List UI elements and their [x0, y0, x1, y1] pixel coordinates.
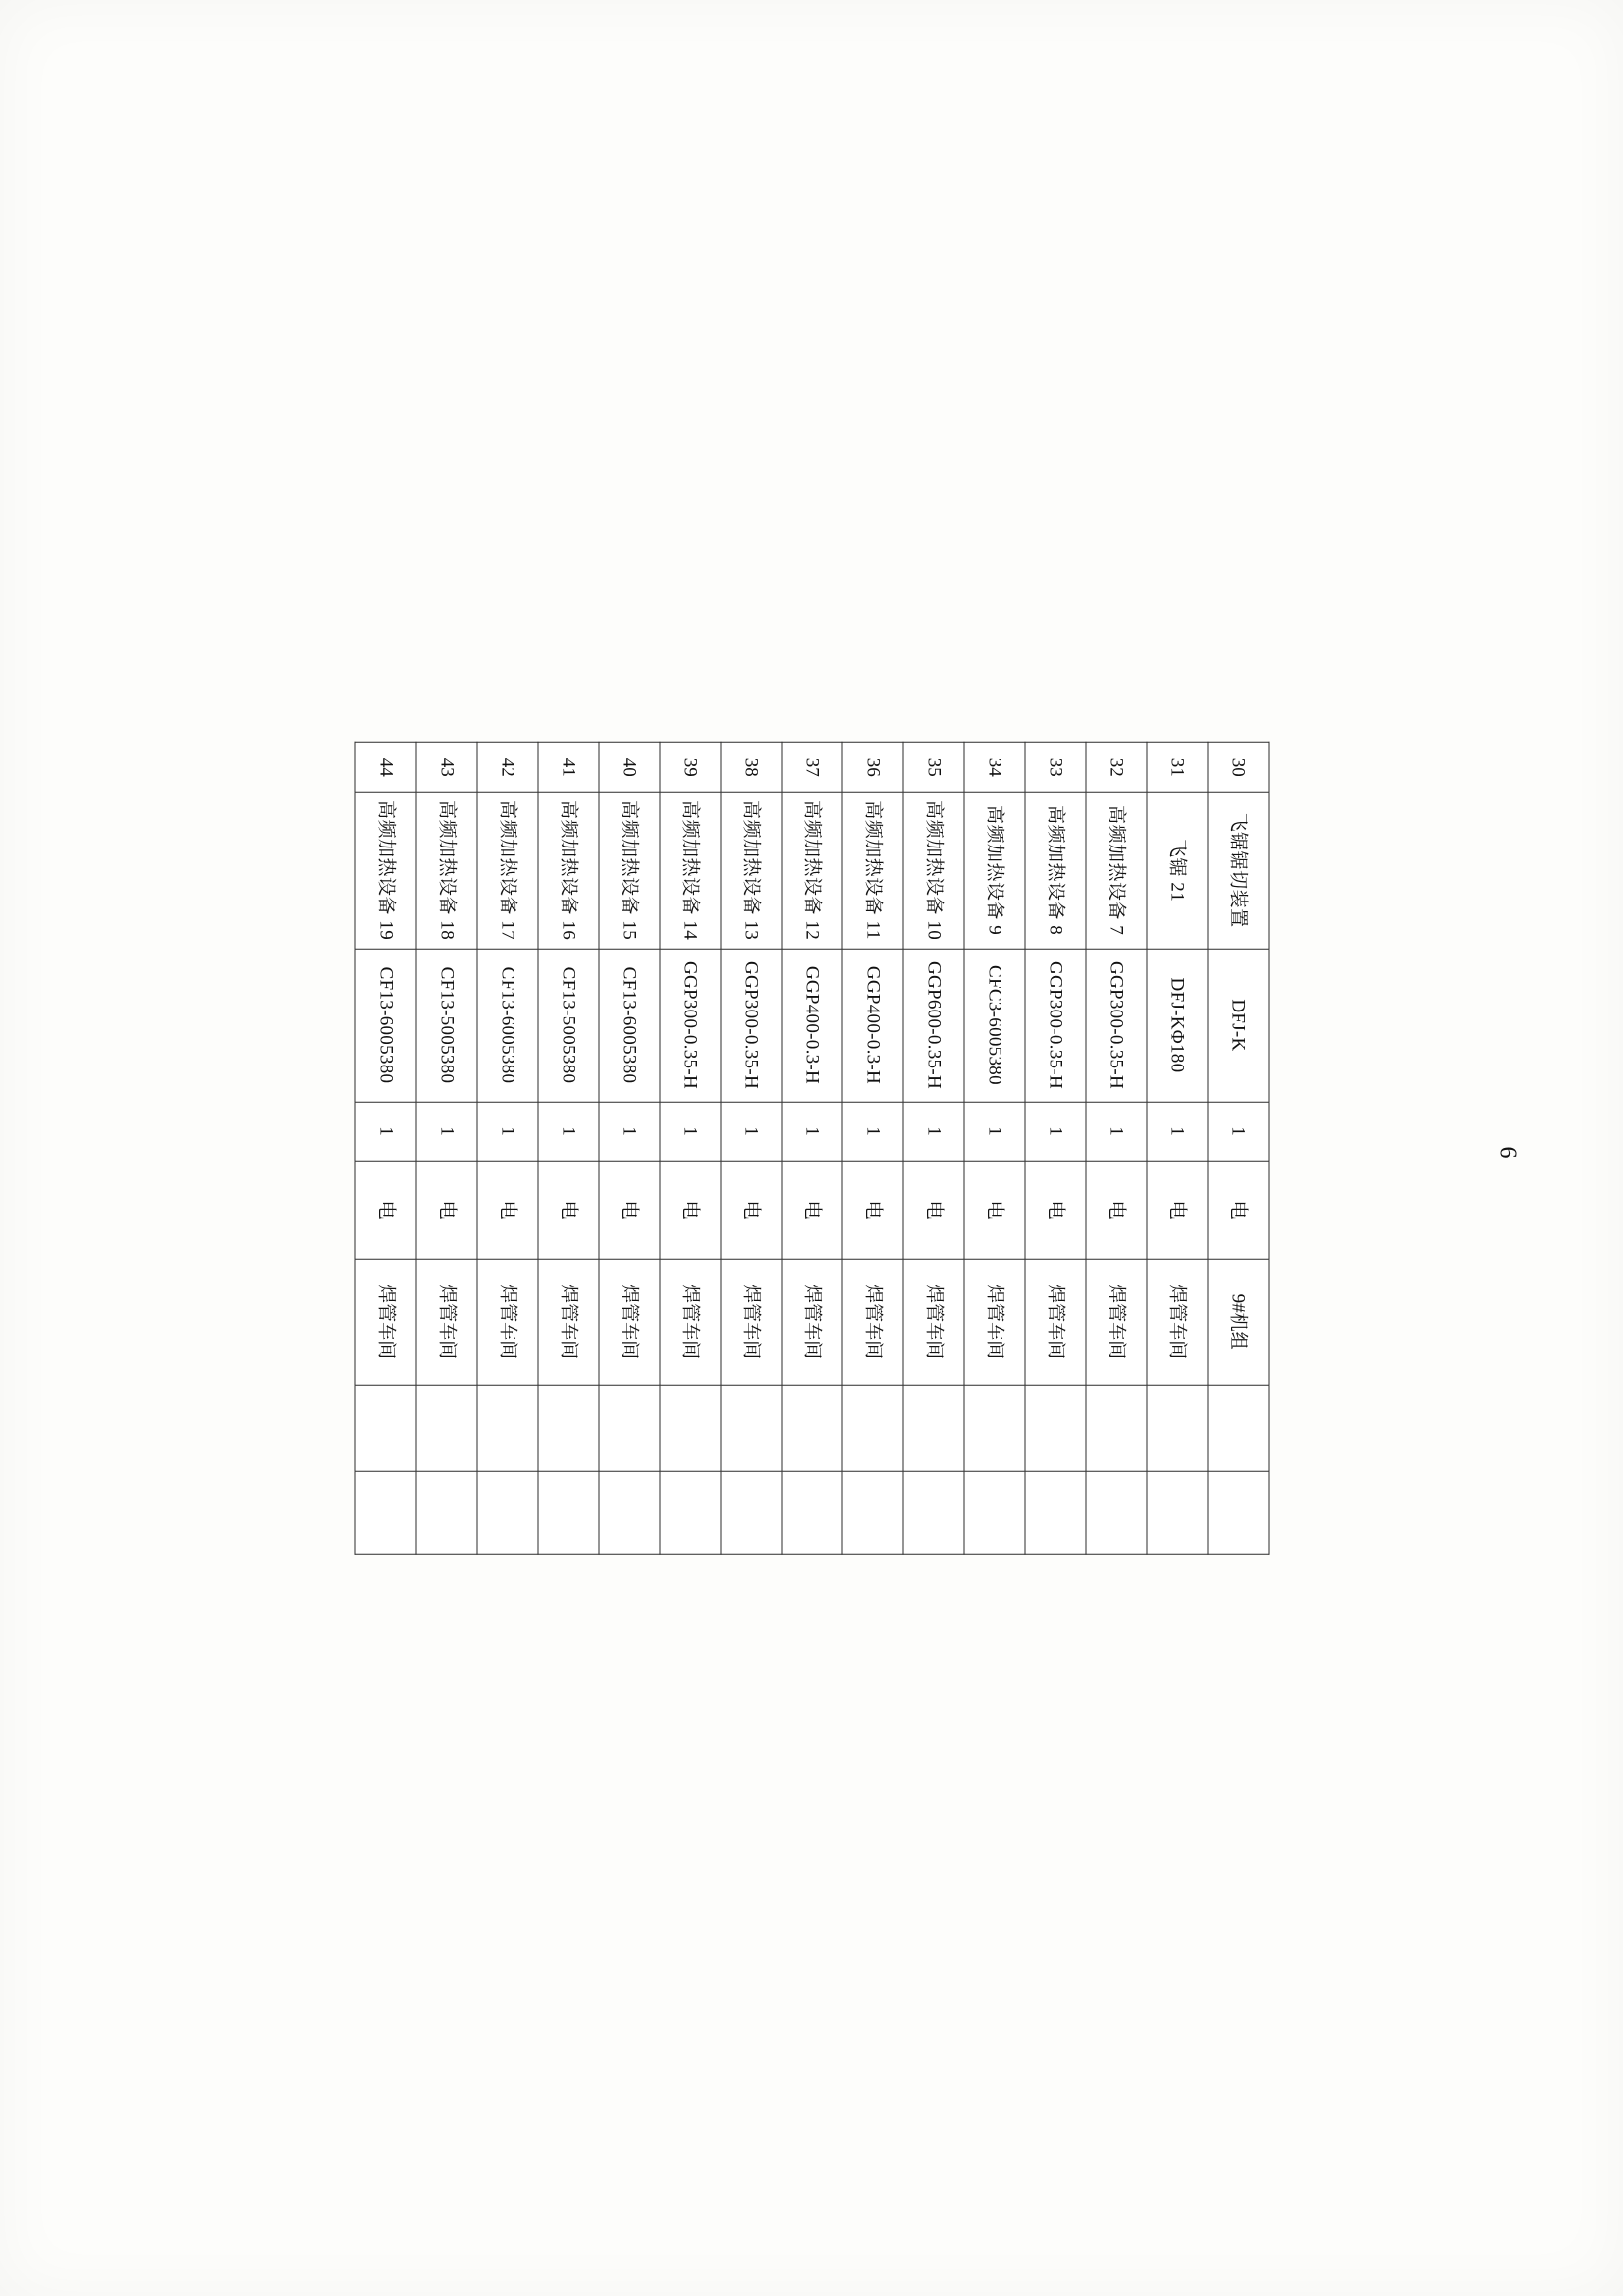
table-cell-location: 焊管车间	[842, 1259, 903, 1385]
table-cell-model: CF13-6005380	[355, 949, 416, 1102]
table-cell-quantity: 1	[782, 1102, 842, 1161]
table-cell-quantity: 1	[842, 1102, 903, 1161]
table-cell-blank-2	[721, 1471, 782, 1554]
table-cell-model: GGP400-0.3-H	[842, 949, 903, 1102]
table-cell-model: CF13-6005380	[477, 949, 538, 1102]
table-cell-model: CF13-6005380	[599, 949, 660, 1102]
table-cell-model: GGP600-0.35-H	[903, 949, 964, 1102]
table-row	[842, 742, 903, 1554]
table-cell-blank-2	[842, 1471, 903, 1554]
table-cell-location: 焊管车间	[1086, 1259, 1147, 1385]
table-cell-blank-1	[660, 1385, 721, 1471]
table-cell-blank-2	[355, 1471, 416, 1554]
table-cell-blank-1	[964, 1385, 1025, 1471]
table-cell-model: DFJ-K	[1208, 949, 1269, 1102]
table-row	[416, 742, 477, 1554]
table-cell-serial: 43	[416, 742, 477, 792]
table-cell-energy-type: 电	[903, 1161, 964, 1259]
table-cell-energy-type: 电	[1208, 1161, 1269, 1259]
table-cell-serial: 32	[1086, 742, 1147, 792]
table-cell-location: 焊管车间	[1025, 1259, 1086, 1385]
table-cell-energy-type: 电	[842, 1161, 903, 1259]
table-cell-energy-type: 电	[1025, 1161, 1086, 1259]
rotated-table-wrapper	[354, 742, 1269, 1555]
table-cell-serial: 30	[1208, 742, 1269, 792]
table-cell-equipment-name: 高频加热设备 8	[1025, 792, 1086, 949]
table-cell-blank-1	[477, 1385, 538, 1471]
table-cell-blank-2	[1025, 1471, 1086, 1554]
table-cell-model: GGP300-0.35-H	[1086, 949, 1147, 1102]
table-cell-blank-1	[1208, 1385, 1269, 1471]
table-cell-location: 焊管车间	[782, 1259, 842, 1385]
table-cell-blank-2	[903, 1471, 964, 1554]
table-cell-energy-type: 电	[660, 1161, 721, 1259]
table-cell-equipment-name: 高频加热设备 18	[416, 792, 477, 949]
table-cell-energy-type: 电	[599, 1161, 660, 1259]
table-cell-blank-1	[903, 1385, 964, 1471]
table-cell-equipment-name: 高频加热设备 15	[599, 792, 660, 949]
table-row	[1086, 742, 1147, 1554]
table-row	[355, 742, 416, 1554]
table-cell-equipment-name: 高频加热设备 16	[538, 792, 599, 949]
table-cell-blank-2	[416, 1471, 477, 1554]
table-cell-energy-type: 电	[1086, 1161, 1147, 1259]
table-cell-equipment-name: 高频加热设备 19	[355, 792, 416, 949]
table-cell-quantity: 1	[721, 1102, 782, 1161]
page-number: 6	[1494, 1146, 1521, 1159]
table-cell-blank-2	[964, 1471, 1025, 1554]
table-cell-blank-1	[416, 1385, 477, 1471]
table-cell-blank-1	[842, 1385, 903, 1471]
table-cell-equipment-name: 飞锯锯切装置	[1208, 792, 1269, 949]
table-cell-model: GGP300-0.35-H	[660, 949, 721, 1102]
table-cell-equipment-name: 高频加热设备 9	[964, 792, 1025, 949]
table-cell-location: 焊管车间	[721, 1259, 782, 1385]
table-cell-quantity: 1	[477, 1102, 538, 1161]
table-cell-quantity: 1	[903, 1102, 964, 1161]
table-cell-blank-1	[1147, 1385, 1208, 1471]
table-cell-location: 焊管车间	[477, 1259, 538, 1385]
table-cell-serial: 35	[903, 742, 964, 792]
table-cell-energy-type: 电	[721, 1161, 782, 1259]
table-cell-serial: 34	[964, 742, 1025, 792]
table-row	[1147, 742, 1208, 1554]
table-cell-energy-type: 电	[355, 1161, 416, 1259]
table-cell-serial: 39	[660, 742, 721, 792]
table-cell-blank-1	[721, 1385, 782, 1471]
table-cell-equipment-name: 高频加热设备 17	[477, 792, 538, 949]
table-cell-blank-1	[355, 1385, 416, 1471]
table-cell-quantity: 1	[355, 1102, 416, 1161]
table-cell-location: 焊管车间	[1147, 1259, 1208, 1385]
table-cell-energy-type: 电	[964, 1161, 1025, 1259]
table-row	[1208, 742, 1269, 1554]
table-cell-blank-2	[599, 1471, 660, 1554]
table-row	[1025, 742, 1086, 1554]
table-cell-equipment-name: 高频加热设备 10	[903, 792, 964, 949]
table-cell-energy-type: 电	[782, 1161, 842, 1259]
table-cell-model: GGP300-0.35-H	[721, 949, 782, 1102]
table-cell-blank-2	[660, 1471, 721, 1554]
table-cell-energy-type: 电	[1147, 1161, 1208, 1259]
table-cell-serial: 42	[477, 742, 538, 792]
table-cell-quantity: 1	[599, 1102, 660, 1161]
table-cell-energy-type: 电	[477, 1161, 538, 1259]
table-cell-energy-type: 电	[416, 1161, 477, 1259]
table-cell-quantity: 1	[964, 1102, 1025, 1161]
table-cell-location: 焊管车间	[416, 1259, 477, 1385]
table-cell-location: 焊管车间	[903, 1259, 964, 1385]
table-cell-serial: 36	[842, 742, 903, 792]
table-cell-blank-2	[538, 1471, 599, 1554]
table-cell-location: 焊管车间	[964, 1259, 1025, 1385]
table-cell-quantity: 1	[1147, 1102, 1208, 1161]
table-cell-quantity: 1	[1208, 1102, 1269, 1161]
table-cell-blank-1	[1025, 1385, 1086, 1471]
table-cell-serial: 38	[721, 742, 782, 792]
table-cell-quantity: 1	[660, 1102, 721, 1161]
table-cell-blank-1	[1086, 1385, 1147, 1471]
table-cell-equipment-name: 高频加热设备 7	[1086, 792, 1147, 949]
table-cell-serial: 40	[599, 742, 660, 792]
table-cell-serial: 33	[1025, 742, 1086, 792]
table-cell-model: CF13-5005380	[538, 949, 599, 1102]
equipment-table-body	[355, 742, 1269, 1554]
table-cell-location: 焊管车间	[538, 1259, 599, 1385]
table-cell-quantity: 1	[1025, 1102, 1086, 1161]
table-row	[721, 742, 782, 1554]
table-cell-location: 9#机组	[1208, 1259, 1269, 1385]
table-cell-blank-1	[599, 1385, 660, 1471]
table-cell-quantity: 1	[538, 1102, 599, 1161]
table-cell-quantity: 1	[416, 1102, 477, 1161]
table-cell-blank-2	[782, 1471, 842, 1554]
table-row	[782, 742, 842, 1554]
equipment-table	[354, 742, 1269, 1555]
table-cell-serial: 41	[538, 742, 599, 792]
table-cell-equipment-name: 高频加热设备 11	[842, 792, 903, 949]
table-cell-location: 焊管车间	[355, 1259, 416, 1385]
table-cell-blank-1	[538, 1385, 599, 1471]
table-cell-equipment-name: 高频加热设备 12	[782, 792, 842, 949]
table-cell-model: CFC3-6005380	[964, 949, 1025, 1102]
table-cell-serial: 31	[1147, 742, 1208, 792]
table-cell-blank-2	[477, 1471, 538, 1554]
table-cell-energy-type: 电	[538, 1161, 599, 1259]
table-cell-location: 焊管车间	[660, 1259, 721, 1385]
table-cell-location: 焊管车间	[599, 1259, 660, 1385]
table-cell-equipment-name: 高频加热设备 13	[721, 792, 782, 949]
table-row	[903, 742, 964, 1554]
table-row	[477, 742, 538, 1554]
table-row	[538, 742, 599, 1554]
table-cell-model: DFJ-KΦ180	[1147, 949, 1208, 1102]
table-row	[660, 742, 721, 1554]
table-cell-quantity: 1	[1086, 1102, 1147, 1161]
table-cell-equipment-name: 飞锯 21	[1147, 792, 1208, 949]
table-cell-blank-2	[1086, 1471, 1147, 1554]
table-cell-model: GGP400-0.3-H	[782, 949, 842, 1102]
table-cell-equipment-name: 高频加热设备 14	[660, 792, 721, 949]
table-cell-blank-1	[782, 1385, 842, 1471]
table-cell-serial: 44	[355, 742, 416, 792]
table-row	[964, 742, 1025, 1554]
table-cell-blank-2	[1147, 1471, 1208, 1554]
table-cell-serial: 37	[782, 742, 842, 792]
table-cell-model: GGP300-0.35-H	[1025, 949, 1086, 1102]
table-row	[599, 742, 660, 1554]
table-cell-model: CF13-5005380	[416, 949, 477, 1102]
table-cell-blank-2	[1208, 1471, 1269, 1554]
